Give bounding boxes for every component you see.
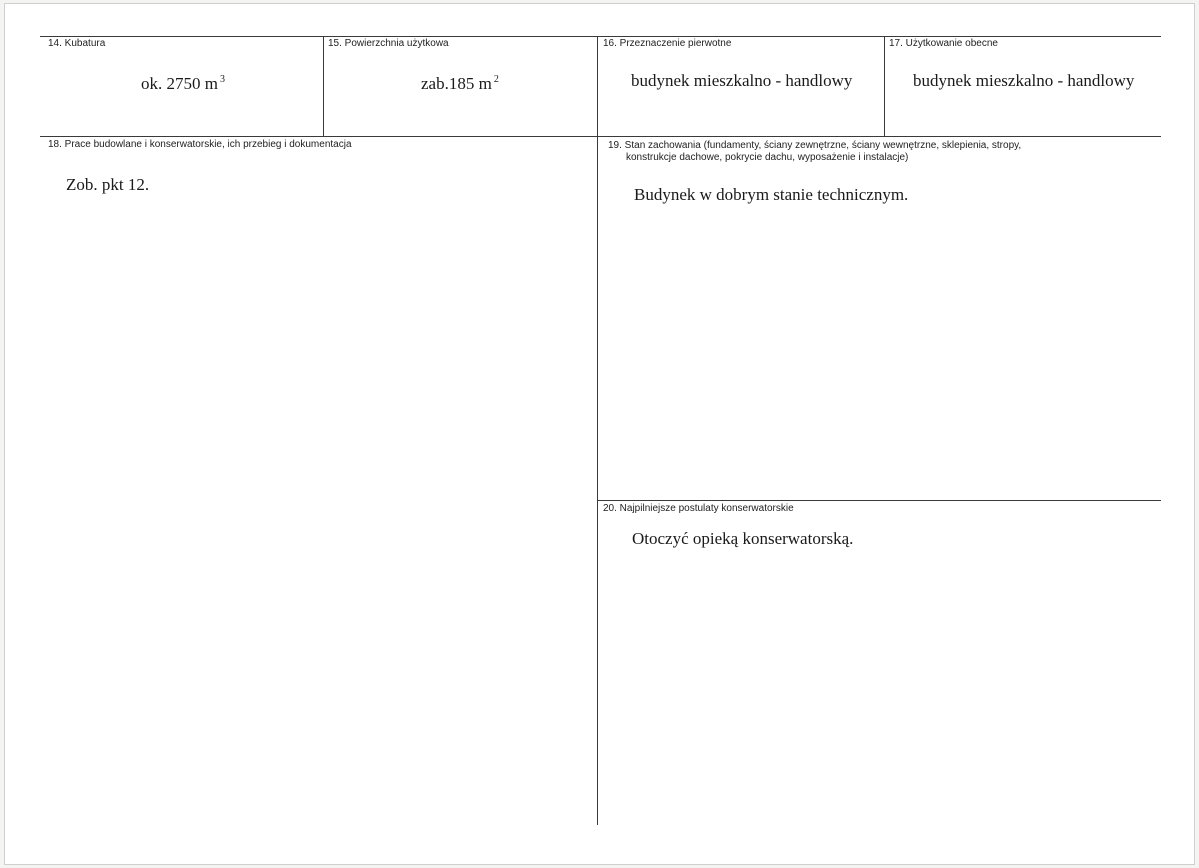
field-15-label: 15. Powierzchnia użytkowa xyxy=(328,38,449,49)
field-18-value: Zob. pkt 12. xyxy=(66,175,150,194)
col-divider-14-15 xyxy=(323,36,324,137)
col-divider-main xyxy=(597,36,598,825)
field-16-label: 16. Przeznaczenie pierwotne xyxy=(603,38,732,49)
field-14-value-text: ok. 2750 m xyxy=(141,74,218,93)
field-20-value: Otoczyć opieką konserwatorską. xyxy=(632,529,854,548)
top-rule xyxy=(40,36,1161,37)
form-sheet xyxy=(4,3,1195,865)
field-15-value-text: zab.185 m xyxy=(421,74,492,93)
field-19-label-line2: konstrukcje dachowe, pokrycie dachu, wyposażenie i instalacje) xyxy=(626,152,909,163)
field-14-value xyxy=(141,70,225,94)
row-divider-1 xyxy=(40,136,1161,137)
row-divider-2 xyxy=(597,500,1161,501)
field-14-unit-exponent: 3 xyxy=(219,74,225,85)
field-18-label: 18. Prace budowlane i konserwatorskie, ich przebieg i dokumentacja xyxy=(48,139,352,150)
field-20-label: 20. Najpilniejsze postulaty konserwatorskie xyxy=(603,503,794,514)
field-19-value: Budynek w dobrym stanie technicznym. xyxy=(634,185,909,204)
field-15-value xyxy=(421,70,499,94)
field-14-label: 14. Kubatura xyxy=(48,38,106,49)
field-15-unit-exponent: 2 xyxy=(493,74,499,85)
field-16-value: budynek mieszkalno - handlowy xyxy=(631,71,853,90)
col-divider-16-17 xyxy=(884,36,885,137)
field-17-label: 17. Użytkowanie obecne xyxy=(889,38,998,49)
field-17-value: budynek mieszkalno - handlowy xyxy=(913,71,1135,90)
field-19-label-line1: 19. Stan zachowania (fundamenty, ściany zewnętrzne, ściany wewnętrzne, sklepienia, stropy, xyxy=(608,140,1022,151)
